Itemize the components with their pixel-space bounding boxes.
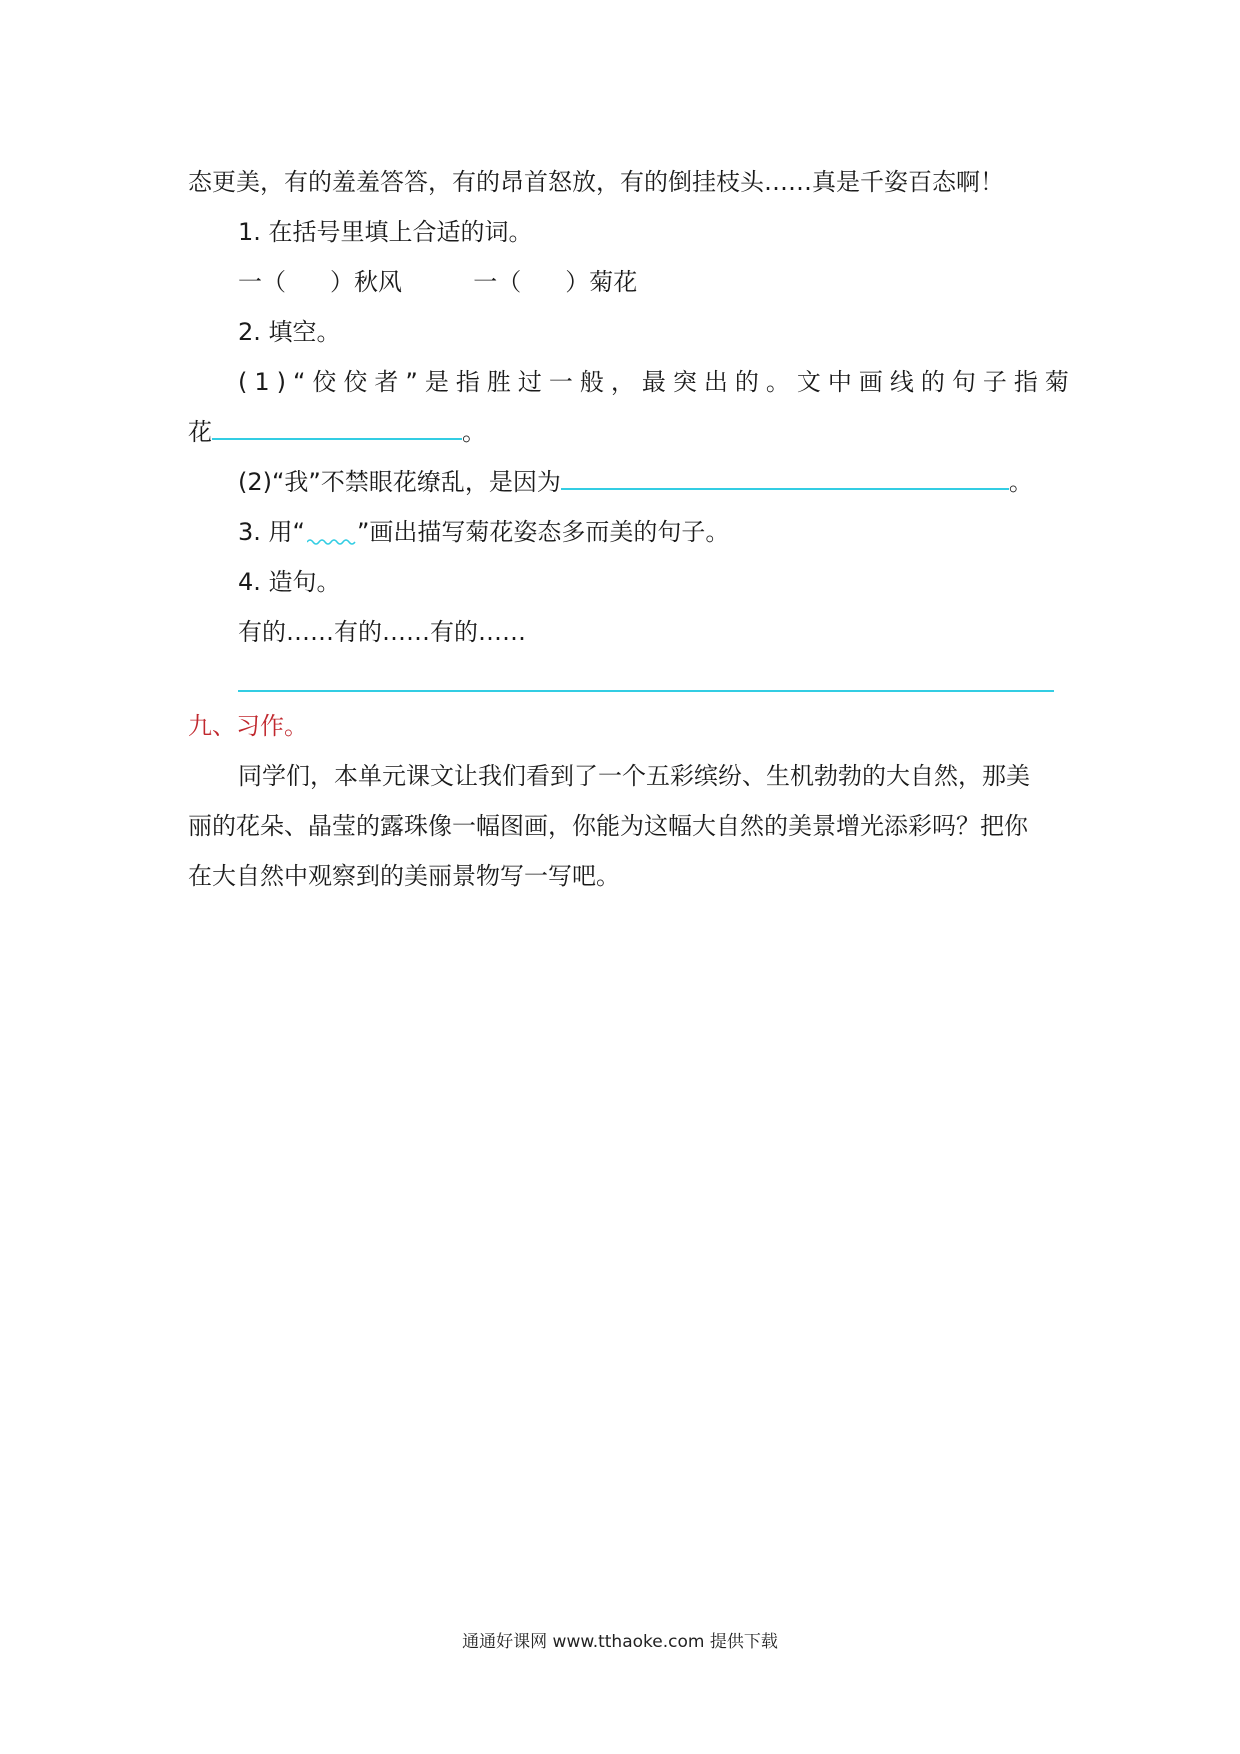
q2-sub2-answer-blank[interactable] bbox=[561, 466, 1009, 490]
q2-sub2-text: (2)“我”不禁眼花缭乱，是因为 bbox=[238, 468, 561, 496]
q1-left-suffix: ）秋风 bbox=[330, 268, 402, 296]
q2-sub2-end: 。 bbox=[1008, 468, 1033, 496]
question-2-sub1-cont bbox=[188, 416, 486, 448]
passage-tail: 态更美，有的羞羞答答，有的昂首怒放，有的倒挂枝头……真是千姿百态啊！ bbox=[188, 168, 1004, 196]
question-1-title: 1. 在括号里填上合适的词。 bbox=[238, 218, 533, 246]
section-9-para-line-3: 在大自然中观察到的美丽景物写一写吧。 bbox=[188, 862, 620, 890]
page-footer: 通通好课网 www.tthaoke.com 提供下载 bbox=[462, 1632, 778, 1652]
section-9-heading: 九、习作。 bbox=[188, 712, 308, 740]
q1-right-prefix: 一（ bbox=[473, 268, 522, 296]
section-9-para-line-2: 丽的花朵、晶莹的露珠像一幅图画，你能为这幅大自然的美景增光添彩吗？把你 bbox=[188, 812, 1028, 840]
question-4-pattern: 有的……有的……有的…… bbox=[238, 618, 526, 646]
q2-sub1-cont-text: 花 bbox=[188, 418, 212, 446]
q4-answer-line[interactable] bbox=[238, 690, 1054, 692]
q2-sub1-answer-blank[interactable] bbox=[212, 416, 462, 440]
wavy-underline-icon bbox=[305, 518, 357, 540]
q2-sub1-end: 。 bbox=[462, 418, 486, 446]
q3-after: ”画出描写菊花姿态多而美的句子。 bbox=[356, 518, 730, 546]
question-2-sub1: (1)“佼佼者”是指胜过一般，最突出的。文中画线的句子指菊 bbox=[238, 368, 1076, 396]
question-1-blanks bbox=[238, 266, 637, 298]
question-2-title: 2. 填空。 bbox=[238, 318, 341, 346]
question-2-sub2 bbox=[238, 466, 1033, 498]
q3-before: 3. 用“ bbox=[238, 518, 305, 546]
q1-left-prefix: 一（ bbox=[238, 268, 286, 296]
question-4-title: 4. 造句。 bbox=[238, 568, 341, 596]
section-9-para-line-1: 同学们，本单元课文让我们看到了一个五彩缤纷、生机勃勃的大自然，那美 bbox=[238, 762, 1030, 790]
question-3 bbox=[238, 516, 729, 548]
q1-right-suffix: ）菊花 bbox=[565, 268, 638, 296]
